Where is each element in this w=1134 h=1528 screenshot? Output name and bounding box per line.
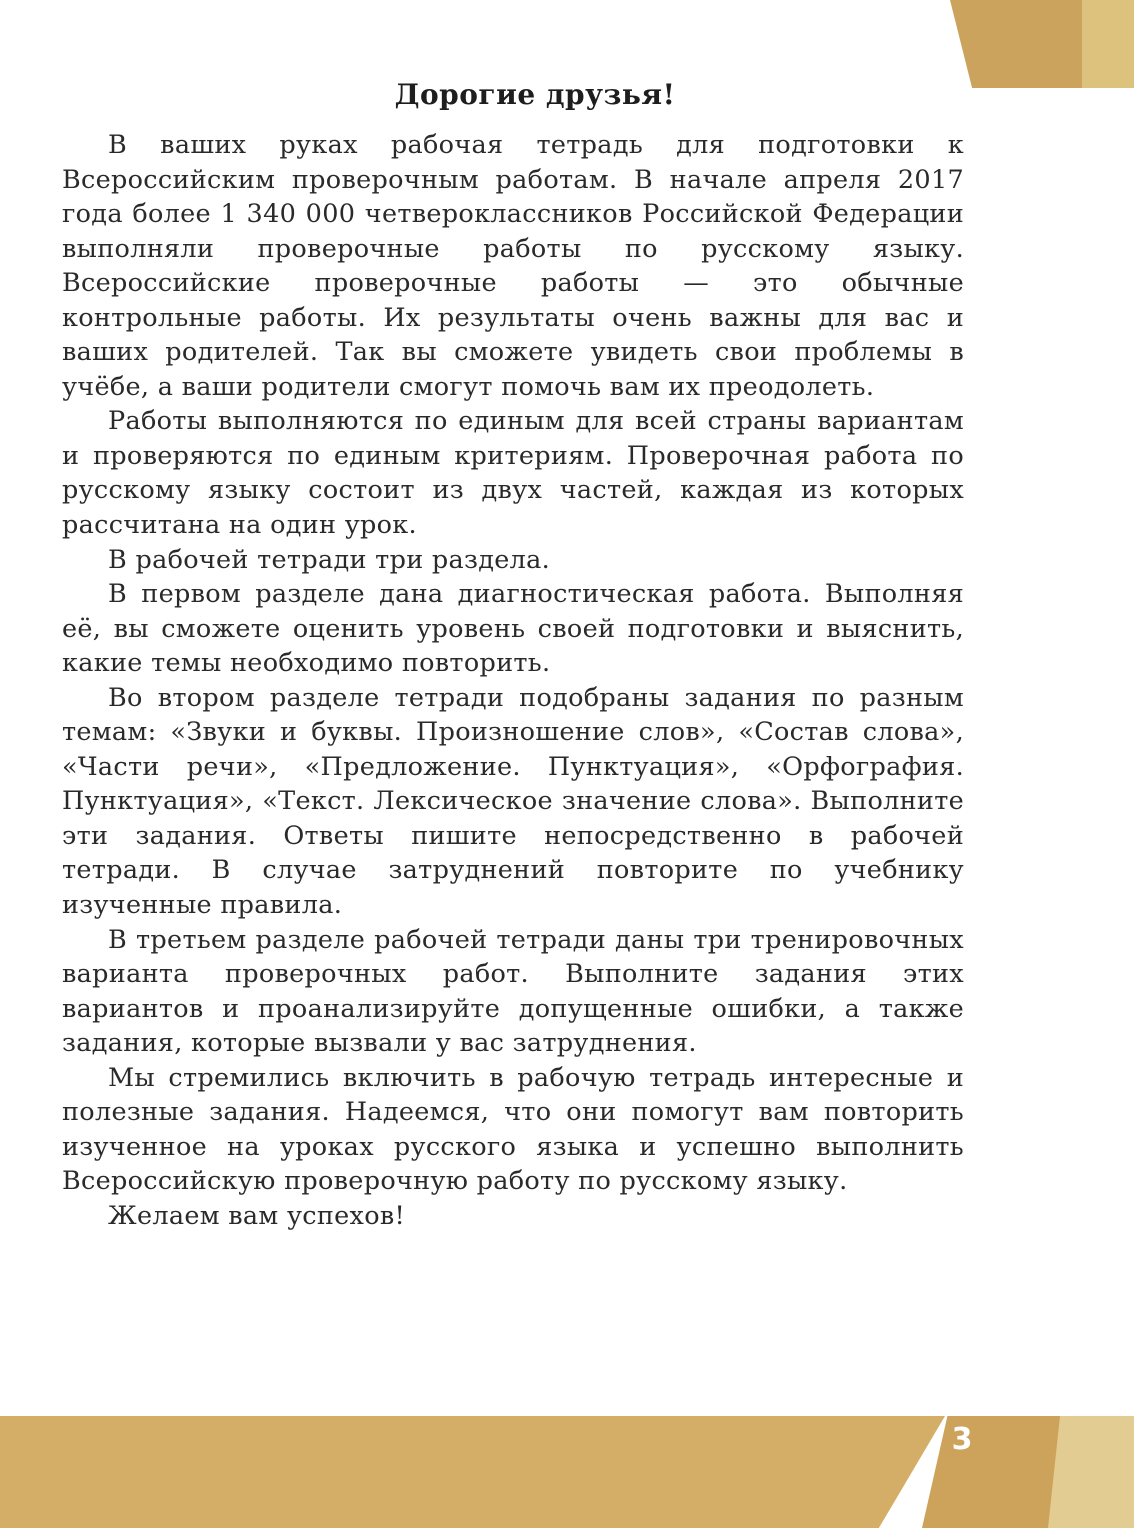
paragraph-1: В ваших руках рабочая тетрадь для подготовки к Всероссийским проверочным работам. В начале апреля 2017 года более 1 340 000 четвероклассников Российской Федерации выполняли проверочные работы по русскому языку. Всероссийские проверочные работы — это обычные контрольные работы. Их результаты очень важны для вас и ваших родителей. Так вы сможете увидеть свои проблемы в учёбе, а ваши родители смогут помочь вам их преодолеть.	[62, 130, 964, 402]
footer-band	[0, 1416, 945, 1528]
paragraph-3: В рабочей тетради три раздела.	[108, 544, 551, 575]
paragraph-4: В первом разделе дана диагностическая работа. Выполняя её, вы сможете оценить уровень своей подготовки и выяснить, какие темы необходимо повторить.	[62, 579, 964, 679]
corner-decoration-highlight	[1082, 0, 1134, 88]
page-number: 3	[951, 1422, 973, 1457]
paragraph-5: Во втором разделе тетради подобраны задания по разным темам: «Звуки и буквы. Произношение слов», «Состав слова», «Части речи», «Предложение. Пунктуация», «Орфография. Пунктуация», «Текст. Лексическое значение слова». Выполните эти задания. Ответы пишите непосредственно в рабочей тетради. В случае затруднений повторите по учебнику изученные правила.	[62, 682, 964, 921]
paragraph-2: Работы выполняются по единым для всей страны вариантам и проверяются по единым критериям. Проверочная работа по русскому языку состоит из двух частей, каждая из которых рассчитана на один урок.	[62, 406, 964, 541]
page-number-tab-highlight	[1048, 1416, 1134, 1528]
page-title: Дорогие друзья!	[394, 78, 676, 111]
closing-wish: Желаем вам успехов!	[108, 1200, 406, 1231]
paragraph-7: Мы стремились включить в рабочую тетрадь интересные и полезные задания. Надеемся, что они помогут вам повторить изученное на уроках русского языка и успешно выполнить Всероссийскую проверочную работу по русскому языку.	[62, 1062, 964, 1197]
intro-text	[62, 128, 964, 1234]
paragraph-6: В третьем разделе рабочей тетради даны три тренировочных варианта проверочных работ. Выполните задания этих вариантов и проанализируйте допущенные ошибки, а также задания, которые вызвали у вас затруднения.	[62, 924, 964, 1059]
